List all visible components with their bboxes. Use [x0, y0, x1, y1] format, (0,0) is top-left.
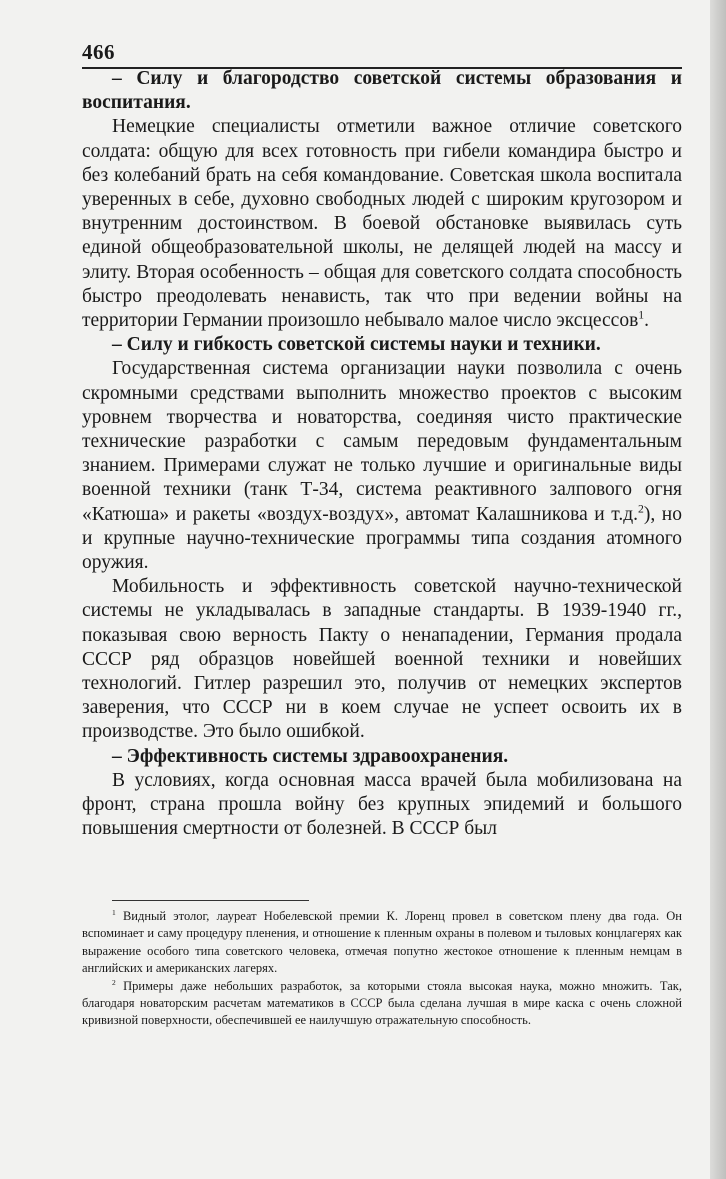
footnote-2-marker: 2: [112, 977, 116, 987]
paragraph-science-end: ), но и крупные научно-технические программы типа создания атомного оружия.: [82, 503, 682, 574]
section-heading-science: – Силу и гибкость советской системы науки и техники.: [112, 334, 601, 356]
footnote-rule: [112, 900, 309, 901]
main-text: [82, 67, 682, 842]
footnotes: [82, 908, 682, 1030]
page-edge: [710, 0, 726, 1179]
footnote-ref-1: 1: [638, 308, 645, 322]
paragraph-healthcare: В условиях, когда основная масса врачей была мобилизована на фронт, страна прошла войну без крупных эпидемий и большого повышения смертности от болезней. В СССР был: [82, 769, 682, 840]
paragraph-science-text: Государственная система организации науки позволила с очень скромными средствами выполнить множество проектов с высоким уровнем творчества и новаторства, соединяя чисто практические технические разработки с самым передовым фундаментальным знанием. Примерами служат не только лучшие и оригинальные виды военной техники (танк Т-34, система реактивного залпового огня «Катюша» и ракеты «воздух-воздух», автомат Калашникова и т.д.: [82, 358, 682, 525]
section-heading-education: – Силу и благородство советской системы образования и воспитания.: [82, 68, 682, 114]
footnote-2-text: Примеры даже небольших разработок, за которыми стояла высокая наука, можно множить. Так, благодаря новаторским расчетам математиков в СССР была сделана лучшая в мире каска с очень сложной кривизной поверхности, обеспечившей ее наилучшую отражательную способность.: [82, 978, 683, 1028]
footnote-1: [82, 908, 682, 978]
footnote-ref-2: 2: [638, 502, 644, 516]
paragraph-soldier-end: .: [644, 310, 650, 332]
page-number: 466: [82, 40, 115, 64]
footnote-1-marker: 1: [112, 907, 116, 917]
footnote-1-text: Видный этолог, лауреат Нобелевской премии К. Лоренц провел в советском плену два года. Он вспоминает и саму процедуру пленения, и отношение к пленным охраны в полевом и тыловых концлагерях как выражение особого типа советского человека, отмечая попутно жестокое отношение к пленным немцам в английских и американских лагерях.: [82, 909, 682, 976]
footnote-2: [82, 978, 682, 1030]
paragraph-soldier: [82, 115, 682, 333]
paragraph-soldier-text: Немецкие специалисты отметили важное отличие советского солдата: общую для всех готовность при гибели командира быстро и без колебаний брать на себя командование. Советская школа воспитала уверенных в себе, духовно свободных людей с широким кругозором и внутренним достоинством. В боевой обстановке выявилась суть единой общеобразовательной школы, не делящей людей на массу и элиту. Вторая особенность – общая для советского солдата способность быстро преодолевать ненависть, так что при ведении войны на территории Германии произошло небывало малое число эксцессов: [82, 116, 682, 332]
paragraph-mobility: Мобильность и эффективность советской научно-технической системы не укладывалась в западные стандарты. В 1939-1940 гг., показывая свою верность Пакту о ненападении, Германия продала СССР ряд образцов новейшей военной техники и новейших технологий. Гитлер разрешил это, получив от немецких экспертов заверения, что СССР ни в коем случае не успеет освоить их в производстве. Это было ошибкой.: [82, 576, 682, 743]
section-heading-healthcare: – Эффективность системы здравоохранения.: [112, 745, 509, 767]
paragraph-science: [82, 357, 682, 575]
